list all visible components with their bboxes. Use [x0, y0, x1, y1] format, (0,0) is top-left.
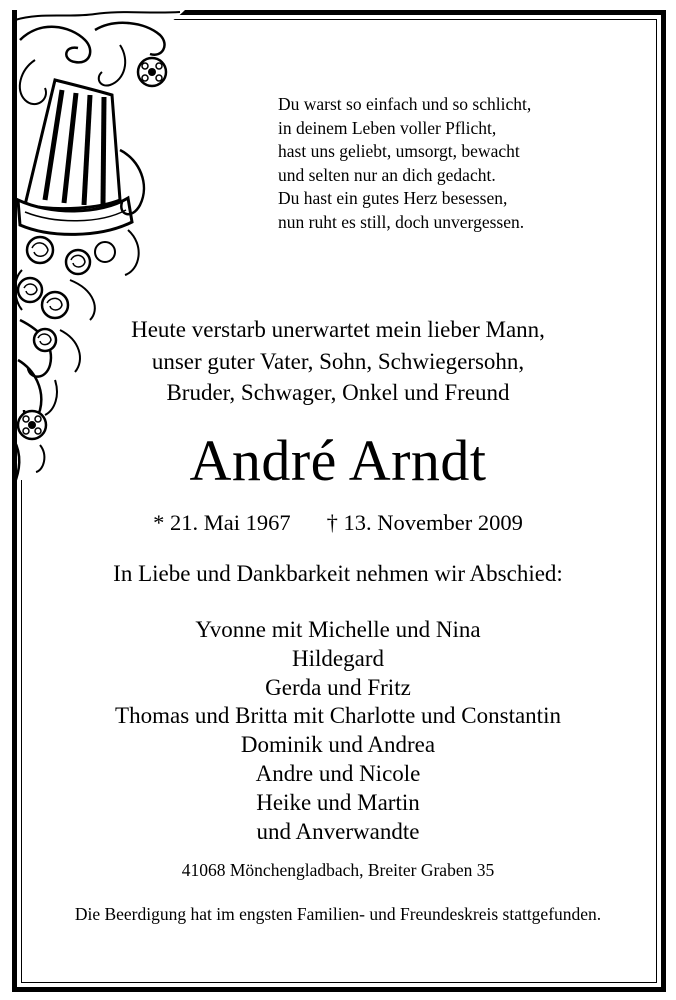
death-announcement-intro	[0, 314, 676, 409]
floral-cornucopia-corner-icon	[0, 0, 200, 500]
deceased-name: André Arndt	[189, 428, 487, 493]
life-dates	[0, 508, 676, 538]
mourner-entry: und Anverwandte	[256, 818, 420, 844]
death-date: † 13. November 2009	[326, 510, 523, 535]
mourner-entry: Thomas und Britta mit Charlotte und Constantin	[115, 703, 561, 729]
mourner-entry: Heike und Martin	[256, 789, 420, 815]
mourner-entry: Dominik und Andrea	[240, 732, 436, 758]
funeral-note: Die Beerdigung hat im engsten Familien- und Freundeskreis stattgefunden.	[74, 904, 602, 924]
intro-line: Heute verstarb unerwartet mein lieber Mann,	[131, 317, 545, 342]
birth-date: * 21. Mai 1967	[153, 510, 291, 535]
poem-line: nun ruht es still, doch unvergessen.	[278, 211, 525, 232]
intro-line: Bruder, Schwager, Onkel und Freund	[166, 380, 510, 405]
poem-line: in deinem Leben voller Pflicht,	[278, 117, 497, 138]
mourner-entry: Yvonne mit Michelle und Nina	[195, 617, 481, 642]
memorial-poem	[278, 93, 618, 235]
mourner-entry: Hildegard	[292, 645, 384, 671]
mourner-entry: Andre und Nicole	[255, 760, 421, 786]
farewell-line: In Liebe und Dankbarkeit nehmen wir Abschied:	[113, 561, 563, 586]
intro-line: unser guter Vater, Sohn, Schwiegersohn,	[151, 348, 525, 374]
family-address: 41068 Mönchengladbach, Breiter Graben 35	[181, 860, 495, 880]
poem-line: Du hast ein gutes Herz besessen,	[278, 188, 508, 209]
mourners-list	[0, 616, 676, 846]
mourner-entry: Gerda und Fritz	[265, 674, 411, 700]
poem-line: und selten nur an dich gedacht.	[278, 164, 496, 185]
poem-line: hast uns geliebt, umsorgt, bewacht	[278, 141, 520, 162]
poem-line: Du warst so einfach und so schlicht,	[278, 94, 532, 114]
